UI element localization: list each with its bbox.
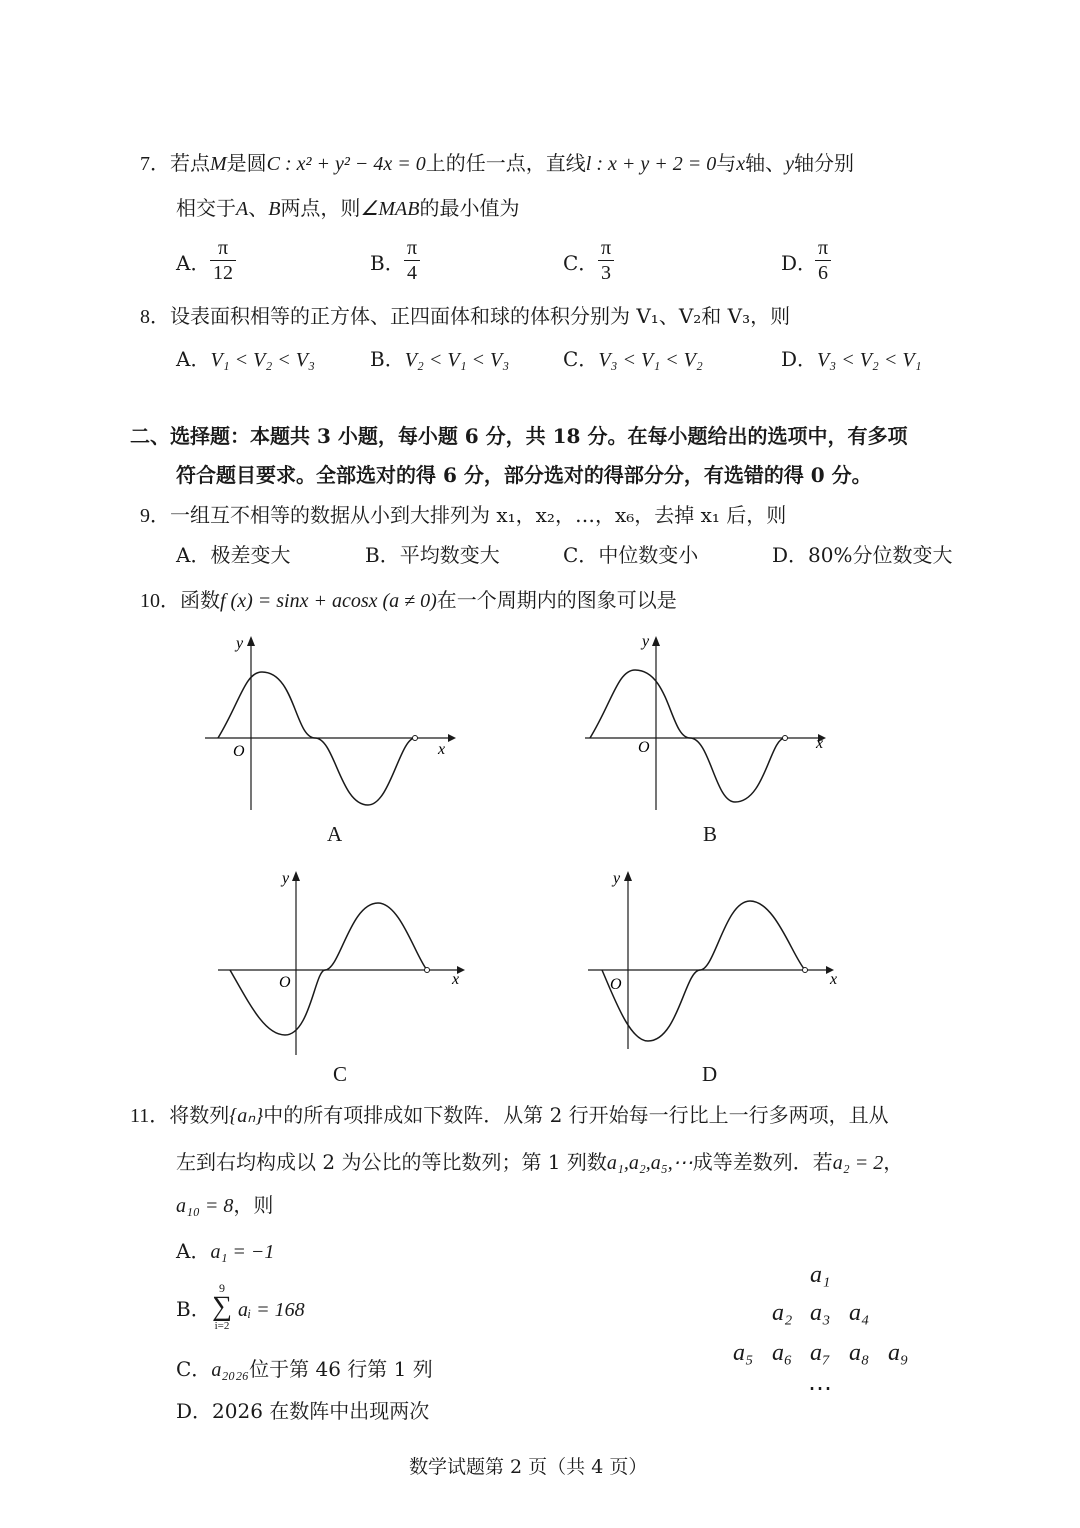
sum-upper-limit: 9 <box>219 1281 225 1295</box>
q9-option-c[interactable]: C．中位数变小 <box>563 543 699 567</box>
array-a8: a₈ <box>849 1340 870 1366</box>
graph-d-origin: O <box>610 976 622 993</box>
array-a9: a₉ <box>888 1340 909 1366</box>
graph-c-origin: O <box>279 974 291 991</box>
q11-line1: 11．将数列{aₙ}中的所有项排成如下数阵．从第 2 行开始每一行比上一行多两项，且从 <box>130 1103 889 1127</box>
graph-a-y-arrow <box>247 636 255 646</box>
graph-d-curve <box>602 901 805 1041</box>
graph-a-x-arrow <box>448 734 456 742</box>
q9-option-d[interactable]: D．80%分位数变大 <box>772 543 953 567</box>
graph-a-origin: O <box>233 743 245 760</box>
q7-option-a[interactable]: A． <box>176 251 211 275</box>
graph-c-curve <box>230 903 427 1035</box>
graph-c-endpoint <box>425 968 430 973</box>
graph-d-y-label: y <box>613 870 621 887</box>
q8-line: 8．设表面积相等的正方体、正四面体和球的体积分别为 V₁、V₂和 V₃，则 <box>140 304 791 328</box>
q9-line: 9．一组互不相等的数据从小到大排列为 x₁，x₂，…，x₆，去掉 x₁ 后，则 <box>140 503 787 527</box>
array-a6: a₆ <box>772 1340 793 1366</box>
array-a4: a₄ <box>849 1300 870 1326</box>
q7-line2: 相交于A、B两点，则∠MAB的最小值为 <box>176 196 520 220</box>
circle-equation: C : x² + y² − 4x = 0 <box>266 153 426 175</box>
q7-option-d-fraction: $\frac{\pi}{6}$ <box>815 236 831 285</box>
q7-option-b[interactable]: B． <box>370 251 405 275</box>
graph-d-endpoint <box>803 968 808 973</box>
graph-b-curve <box>590 670 785 802</box>
graph-d[interactable] <box>580 865 850 1055</box>
summation <box>211 1282 233 1332</box>
graph-d-label: D <box>702 1062 718 1086</box>
q7-option-a-fraction: $\frac{\pi}{12}$ <box>210 236 236 285</box>
section2-heading-line1: 二、选择题：本题共 3 小题，每小题 6 分，共 18 分。在每小题给出的选项中，有多项 <box>130 424 908 448</box>
q11-option-c[interactable]: C．a₂₀₂₆位于第 46 行第 1 列 <box>176 1357 433 1381</box>
sum-lower-limit: i=2 <box>214 1320 230 1332</box>
graph-a-endpoint <box>413 736 418 741</box>
q10-line: 10．函数f (x) = sinx + acosx (a ≠ 0)在一个周期内的图象可以是 <box>140 588 677 612</box>
graph-b-x-label: x <box>816 735 824 752</box>
page-footer: 数学试题第 2 页（共 4 页） <box>409 1456 648 1478</box>
q7-option-b-fraction: $\frac{\pi}{4}$ <box>404 236 420 285</box>
line-equation: l : x + y + 2 = 0 <box>585 153 717 175</box>
graph-b-y-label: y <box>642 633 650 650</box>
q11-option-b-expression: aᵢ = 168 <box>238 1299 305 1321</box>
q9-option-b[interactable]: B．平均数变大 <box>365 543 500 567</box>
array-a1: a₁ <box>810 1262 831 1288</box>
q11-line3: a₁₀ = 8，则 <box>176 1193 274 1217</box>
graph-c-y-arrow <box>292 871 300 881</box>
graph-a[interactable] <box>200 630 470 810</box>
q8-option-b[interactable]: B．V₂ < V₁ < V₃ <box>370 347 510 371</box>
array-a5: a₅ <box>733 1340 754 1366</box>
array-a7: a₇ <box>810 1340 831 1366</box>
sum-sigma: ∑ <box>212 1291 232 1322</box>
sequence-symbol: {aₙ} <box>229 1105 264 1127</box>
q7-option-c[interactable]: C． <box>563 251 599 275</box>
array-a2: a₂ <box>772 1300 793 1326</box>
q11-option-b[interactable]: B． <box>176 1297 211 1321</box>
array-ellipsis: ⋯ <box>808 1376 832 1402</box>
q8-option-d[interactable]: D．V₃ < V₂ < V₁ <box>781 347 922 371</box>
graph-b-endpoint <box>783 736 788 741</box>
q7-option-c-fraction: $\frac{\pi}{3}$ <box>598 236 614 285</box>
graph-c-label: C <box>333 1062 348 1086</box>
section2-heading-line2: 符合题目要求。全部选对的得 6 分，部分选对的得部分分，有选错的得 0 分。 <box>176 463 872 487</box>
q7-option-d[interactable]: D． <box>781 251 818 275</box>
q11-option-a[interactable]: A．a₁ = −1 <box>176 1239 275 1263</box>
graph-a-x-label: x <box>438 741 446 758</box>
q11-option-d[interactable]: D．2026 在数阵中出现两次 <box>176 1399 430 1423</box>
graph-d-x-label: x <box>830 971 838 988</box>
q7-number: 7． <box>140 153 170 175</box>
graph-b-label: B <box>703 822 718 846</box>
graph-c[interactable] <box>210 865 480 1055</box>
q9-option-a[interactable]: A．极差变大 <box>176 543 291 567</box>
graph-a-y-label: y <box>236 635 244 652</box>
graph-c-x-label: x <box>452 971 460 988</box>
graph-c-y-label: y <box>282 870 290 887</box>
graph-d-y-arrow <box>624 871 632 881</box>
graph-b-y-arrow <box>652 636 660 646</box>
q11-line2: 左到右均构成以 2 为公比的等比数列；第 1 列数a₁,a₂,a₅,⋯成等差数列．若a₂ = 2， <box>176 1150 904 1174</box>
graph-a-label: A <box>327 822 343 846</box>
q8-option-a[interactable]: A．V₁ < V₂ < V₃ <box>176 347 315 371</box>
graph-b-origin: O <box>638 739 650 756</box>
graph-b[interactable] <box>580 630 850 810</box>
q8-option-c[interactable]: C．V₃ < V₁ < V₂ <box>563 347 703 371</box>
function-expression: f (x) = sinx + acosx (a ≠ 0) <box>220 590 437 612</box>
q7-line1: 7．若点M是圆C : x² + y² − 4x = 0上的任一点，直线l : x + y + 2 = 0与x轴、y轴分别 <box>140 151 855 175</box>
array-a3: a₃ <box>810 1300 831 1326</box>
